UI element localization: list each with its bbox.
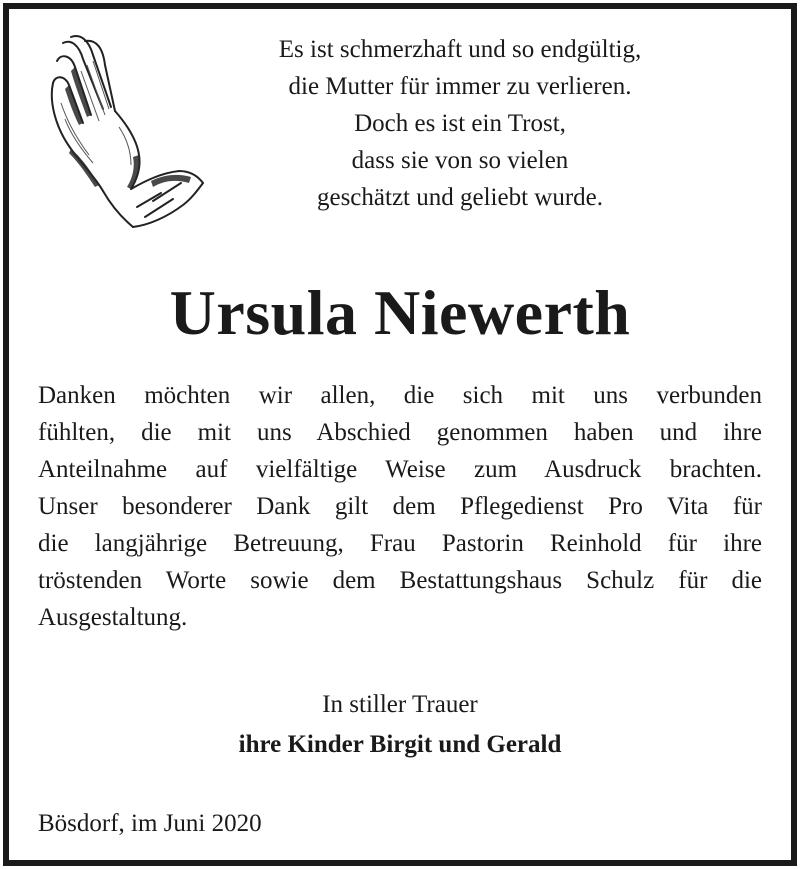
poem-line: Es ist schmerzhaft und so endgültig, <box>278 36 642 63</box>
mourning-block <box>9 685 791 765</box>
mourners: ihre Kinder Birgit und Gerald <box>238 731 562 758</box>
poem-line: geschätzt und geliebt wurde. <box>316 184 603 211</box>
mourning-intro: In stiller Trauer <box>322 691 478 718</box>
thanks-line: Anteilnahme auf vielfältige Weise zum Ausdruck brachten. <box>38 456 762 483</box>
poem <box>169 31 751 216</box>
thanks-line: die langjährige Betreuung, Frau Pastorin Reinhold für ihre <box>38 530 762 557</box>
poem-line: Doch es ist ein Trost, <box>354 110 566 137</box>
thanks-line: Danken möchten wir allen, die sich mit uns verbunden <box>38 382 762 409</box>
poem-line: dass sie von so vielen <box>351 147 569 174</box>
poem-line: die Mutter für immer zu verlieren. <box>288 73 632 100</box>
thanks-line: tröstenden Worte sowie dem Bestattungshaus Schulz für die <box>38 567 762 594</box>
place-date: Bösdorf, im Juni 2020 <box>38 810 262 837</box>
thanks-text <box>38 377 762 636</box>
deceased-name: Ursula Niewerth <box>169 277 631 348</box>
obituary-frame <box>3 3 797 866</box>
thanks-line: Ausgestaltung. <box>38 604 188 631</box>
thanks-line: Unser besonderer Dank gilt dem Pflegedienst Pro Vita für <box>38 493 762 520</box>
thanks-line: fühlten, die mit uns Abschied genommen haben und ihre <box>38 419 762 446</box>
